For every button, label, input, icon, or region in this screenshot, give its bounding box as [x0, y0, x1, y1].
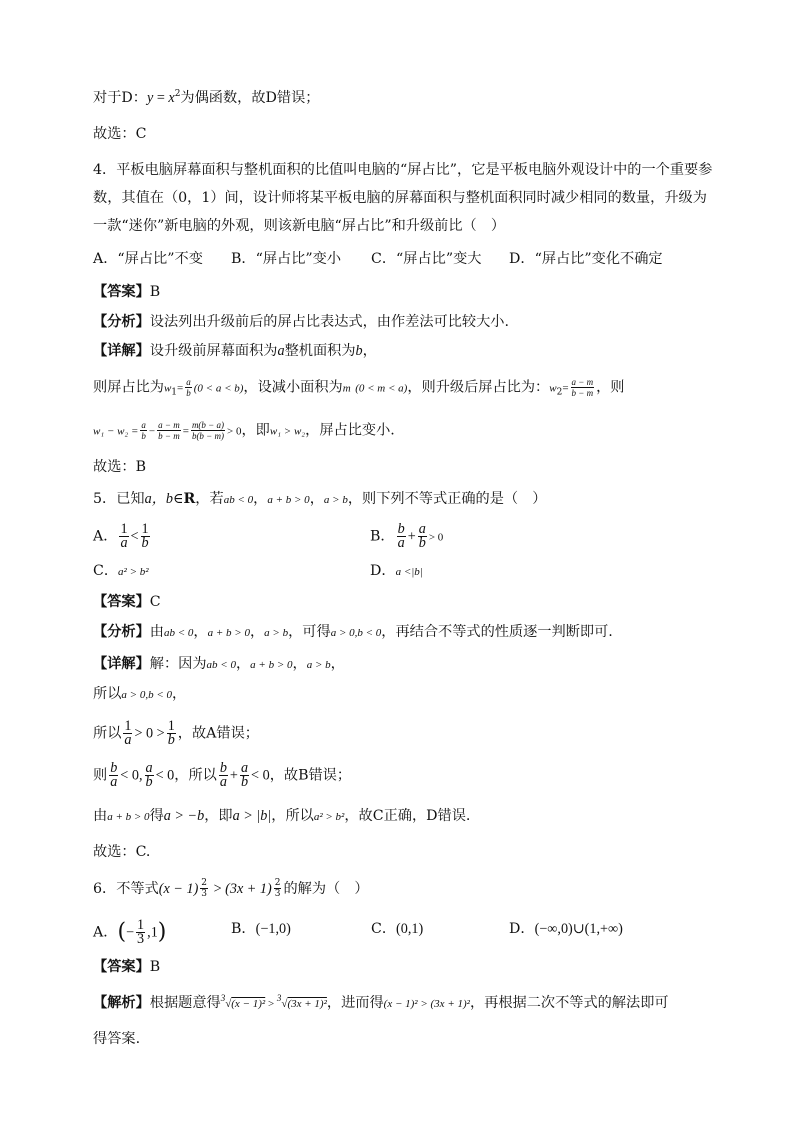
denominator: b [240, 774, 249, 790]
math-expr: w₁ − w₂ = [93, 425, 139, 438]
denominator: b [141, 431, 146, 441]
text: 设升级前屏幕面积为 [149, 343, 278, 359]
text: 的解为（ ） [283, 881, 369, 897]
math-expr: a > b [264, 627, 289, 639]
denominator: 3 [201, 889, 208, 899]
text: ，所以 [271, 808, 314, 824]
denominator: b − m [571, 388, 594, 398]
q4-stem-line-3: 一款“迷你”新电脑的外观，则该新电脑“屏占比”和升级前比（ ） [93, 218, 506, 234]
math-set: R [183, 491, 196, 507]
text: ，再结合不等式的性质逐一判断即可. [381, 624, 613, 640]
option-d-expr: a <|b| [395, 566, 423, 578]
q5-select: 故选：C. [93, 844, 151, 860]
math-op: > 0 > [134, 725, 165, 742]
q5-from [93, 806, 714, 827]
fraction [167, 720, 176, 747]
math-expr: a² > b² [313, 811, 345, 823]
math-var: a，b [144, 491, 173, 507]
text: ，屏占比变小. [305, 422, 395, 439]
denominator: b [167, 732, 175, 748]
math-expr: a > 0,b < 0 [330, 627, 382, 639]
denominator: 3 [137, 931, 145, 947]
fraction [191, 420, 225, 441]
q5-so-2 [93, 720, 714, 747]
math-var: w [163, 382, 172, 395]
fraction [157, 420, 181, 441]
q4-difference-line: w₁ − w₂ = $\frac{a}{b}$ − $\frac{a - m}{b - m}$ = $\frac{m(b - a)}{b(b - m)}$ > 0，即w₁ > w₂，屏占比变小. [93, 420, 395, 441]
math-op: < 0, [120, 767, 143, 784]
exponent-fraction [274, 878, 282, 899]
text: ，若 [195, 491, 224, 507]
text: 整机面积为 [284, 343, 356, 359]
q6-stem [93, 878, 714, 899]
text: 所以 [93, 725, 122, 742]
numerator: m(b − a) [191, 420, 225, 430]
math-expr: a > b [323, 494, 348, 506]
numerator: b [397, 521, 405, 537]
denominator: 3 [274, 889, 281, 899]
option-c [371, 919, 423, 939]
numerator: a [145, 760, 153, 776]
math-expr: a > −b [163, 808, 205, 824]
q5-options-row-2 [93, 561, 714, 582]
option-b [370, 523, 443, 550]
text: ，故B错误； [269, 767, 352, 784]
math-op: − [126, 924, 135, 941]
math-expr: a > b [306, 659, 331, 671]
select-line-q3: 故选：C [93, 126, 147, 142]
fraction [109, 762, 118, 789]
math-op: < 0 [155, 767, 175, 784]
text: ，所以 [174, 767, 217, 784]
analysis-tag: 【分析】 [93, 624, 150, 640]
analysis-tag: 【分析】 [93, 314, 150, 330]
denominator: a [219, 774, 227, 790]
numerator: 2 [201, 878, 208, 888]
numerator: 1 [124, 718, 132, 734]
exponent-fraction [200, 878, 208, 899]
text: ，进而得 [326, 995, 384, 1011]
q5-detail: 【详解】解：因为ab < 0，a + b > 0，a > b， [93, 656, 345, 672]
fraction [219, 762, 228, 789]
answer-tag: 【答案】 [93, 959, 150, 975]
math-condition: (0 < m < a) [355, 382, 408, 395]
denominator: b [141, 535, 149, 551]
option-d-label: D． [509, 921, 535, 937]
numerator: a − m [158, 420, 180, 430]
math-condition: (0 < a < b) [193, 382, 244, 395]
numerator: a − m [571, 377, 594, 387]
option-b-expr: (−1,0) [255, 921, 291, 937]
q4-analysis [93, 312, 714, 332]
text: ， [172, 686, 187, 702]
option-c-expr: a² > b² [118, 566, 149, 578]
denominator: a [120, 535, 128, 551]
numerator: 1 [120, 521, 128, 537]
text: 为偶函数，故D错误； [180, 90, 320, 106]
numerator: 1 [167, 718, 175, 734]
text: 根据题意得 [149, 995, 221, 1011]
denominator: b [418, 535, 426, 551]
denominator: a [124, 732, 132, 748]
q5-analysis: 【分析】由ab < 0，a + b > 0，a > b，可得a > 0,b < 0，再结合不等式的性质逐一判断即可. [93, 624, 613, 640]
numerator: a [186, 377, 191, 387]
q4-options [93, 249, 714, 269]
q4-detail [93, 341, 714, 361]
numerator: a [240, 760, 249, 776]
math-expr: (x − 1) [158, 881, 199, 897]
q5-options-row-1 [93, 523, 714, 550]
text: 解：因为 [149, 656, 207, 672]
analysis-tag: 【解析】 [93, 995, 150, 1011]
text: 由 [149, 624, 164, 640]
text: ，即 [204, 808, 233, 824]
math-op: < [130, 528, 139, 545]
denominator: b [186, 388, 191, 398]
text: 所以 [93, 686, 122, 702]
q6-analysis-end: 得答案. [93, 1031, 141, 1047]
q6-analysis: 【解析】根据题意得$^3$√(x − 1)² > $^3$√(3x + 1)²，进而得(x − 1)² > (3x + 1)²，再根据二次不等式的解法即可 [93, 993, 669, 1011]
text: ，可得 [288, 624, 331, 640]
math-op: ∈ [172, 491, 184, 507]
subscript: 2 [556, 387, 563, 398]
q5-answer [93, 592, 714, 612]
radicand: (3x + 1)² [287, 998, 327, 1010]
option-a: A．“屏占比”不变 [93, 251, 203, 267]
answer-value: B [149, 959, 161, 975]
fraction [119, 523, 128, 550]
text: 得 [149, 808, 164, 824]
option-d: D．“屏占比”变化不确定 [509, 251, 663, 267]
fraction [140, 420, 147, 441]
math-expr: (x − 1)² > (3x + 1)² [383, 998, 470, 1010]
option-d [370, 561, 423, 582]
option-d-label: D． [370, 563, 396, 579]
option-c-expr: (0,1) [396, 921, 424, 937]
math-var: m [342, 382, 351, 395]
fraction [418, 523, 427, 550]
cube-root: $^3$√(x − 1)² [220, 993, 266, 1010]
denominator: a [397, 535, 405, 551]
q4-select: 故选：B [93, 459, 146, 475]
cube-root: $^3$√(3x + 1)² [276, 993, 327, 1010]
math-op: > 0 [428, 531, 444, 544]
numerator: b [110, 760, 118, 776]
math-var: w [549, 382, 557, 395]
denominator: b − m [158, 431, 180, 441]
text: 由 [93, 808, 108, 824]
q6-options: A．(− $\frac{1}{3}$ ,1) B．(−1,0) C．(0,1) D．(−∞,0)∪(1,+∞) [93, 917, 623, 947]
radicand: (x − 1)² [231, 998, 266, 1010]
fraction [123, 720, 132, 747]
fraction [145, 762, 154, 789]
math-op: < 0 [251, 767, 270, 784]
option-b [231, 919, 291, 939]
numerator: 2 [274, 878, 281, 888]
denominator: b [145, 774, 153, 790]
detail-tag: 【详解】 [93, 343, 150, 359]
text: ，即 [241, 422, 270, 439]
option-a-label: A． [93, 924, 118, 941]
option-a-label: A． [93, 528, 118, 545]
math-op: + [229, 767, 238, 784]
denominator: b(b − m) [191, 431, 225, 441]
math-var: x [168, 90, 175, 106]
text: 对于D： [93, 90, 147, 106]
text: ，则升级后屏占比为： [407, 379, 550, 396]
q4-stem-line-2: 数，其值在（0，1）间，设计师将某平板电脑的屏幕面积与整机面积同时减少相同的数量，升级为 [93, 190, 707, 206]
text: ，故A错误； [177, 725, 259, 742]
math-var: a [277, 343, 285, 359]
math-expr: a + b > 0 [207, 627, 250, 639]
math-expr: a > 0,b < 0 [121, 689, 172, 701]
text: 6．不等式 [93, 881, 159, 897]
numerator: 1 [137, 917, 145, 933]
math-expr: a + b > 0 [267, 494, 310, 506]
q4-answer [93, 282, 714, 302]
text: 5．已知 [93, 491, 145, 507]
text: ，则 [596, 379, 625, 396]
q5-then [93, 762, 714, 789]
text: ， [362, 343, 377, 359]
q4-ratio-line [93, 377, 714, 399]
option-c-label: C． [93, 563, 119, 579]
answer-tag: 【答案】 [93, 594, 150, 610]
option-d-expr: (−∞,0)∪(1,+∞) [534, 921, 623, 937]
text: 则 [93, 767, 108, 784]
math-expr: ,1 [147, 924, 158, 941]
text: ，故C正确，D错误. [344, 808, 471, 824]
option-c: C．“屏占比”变大 [371, 251, 482, 267]
text: 则屏占比为 [93, 379, 164, 396]
math-expr: w₁ > w₂ [269, 425, 306, 438]
math-var: y [146, 90, 154, 106]
math-expr: ab < 0 [163, 627, 194, 639]
math-expr: a + b > 0 [250, 659, 293, 671]
fraction [185, 377, 192, 398]
q5-so-1 [93, 684, 714, 705]
text: ，则下列不等式正确的是（ ） [347, 491, 547, 507]
fraction [240, 762, 249, 789]
analysis-text: 设法列出升级前后的屏占比表达式，由作差法可比较大小. [149, 314, 509, 330]
fraction [136, 919, 145, 946]
option-c-label: C． [371, 921, 397, 937]
math-expr: a > |b| [232, 808, 272, 824]
option-b-label: B． [370, 528, 395, 545]
option-b-label: B． [231, 921, 256, 937]
numerator: b [219, 760, 227, 776]
answer-value: C [149, 594, 161, 610]
numerator: a [141, 420, 146, 430]
math-var: b [355, 343, 363, 359]
fraction [397, 523, 406, 550]
math-op: > 0 [227, 425, 242, 438]
math-expr: (3x + 1) [225, 881, 272, 897]
text: ，设减小面积为 [243, 379, 343, 396]
q5-stem: 5．已知a，b∈R，若ab < 0，a + b > 0，a > b，则下列不等式正确的是（ ） [93, 491, 547, 507]
answer-tag: 【答案】 [93, 284, 150, 300]
detail-tag: 【详解】 [93, 656, 150, 672]
math-op: = [562, 382, 569, 395]
numerator: a [418, 521, 426, 537]
math-op: > [210, 881, 226, 897]
math-op: + [407, 528, 416, 545]
numerator: 1 [141, 521, 149, 537]
subscript: 1 [171, 387, 178, 398]
text-line-d-conclusion [93, 88, 714, 108]
text: ，再根据二次不等式的解法即可 [469, 995, 669, 1011]
math-expr: ab < 0 [223, 494, 254, 506]
q4-stem-line-1: 4．平板电脑屏幕面积与整机面积的比值叫电脑的“屏占比”，它是平板电脑外观设计中的一个重要参 [93, 162, 713, 178]
exponent: 2 [174, 89, 181, 99]
fraction [141, 523, 150, 550]
math-expr: ab < 0 [206, 659, 236, 671]
option-d [509, 919, 623, 939]
fraction [571, 377, 595, 398]
answer-value: B [149, 284, 161, 300]
denominator: a [110, 774, 118, 790]
math-expr: a + b > 0 [107, 811, 150, 823]
math-op: = [177, 382, 184, 395]
q6-answer [93, 957, 714, 977]
option-b: B．“屏占比”变小 [231, 251, 342, 267]
math-op: = [153, 90, 169, 106]
